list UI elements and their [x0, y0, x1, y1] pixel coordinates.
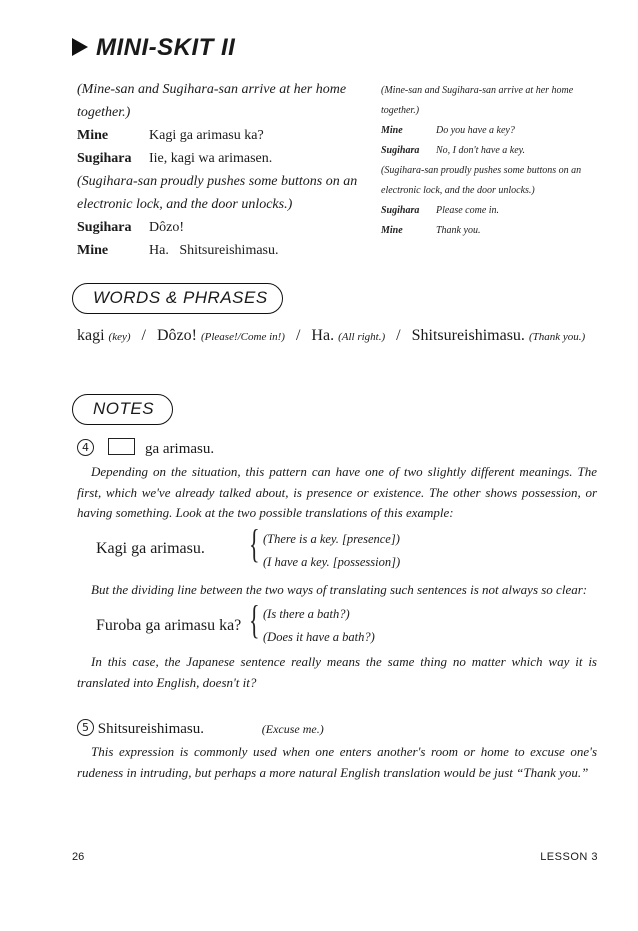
speaker-name: Mine: [381, 225, 403, 236]
dialogue-line: [77, 216, 377, 239]
dialogue-line: [381, 121, 613, 141]
note-4-paragraph-3: In this case, the Japanese sentence really means the same thing no matter which way it is translated into English, doesn't it?: [77, 654, 597, 690]
stage-direction: (Mine-san and Sugihara-san arrive at her home: [77, 82, 347, 97]
triangle-bullet-icon: [72, 38, 88, 56]
example-1-translation-2: (I have a key. [possession]): [263, 555, 401, 569]
dialogue-line: [381, 201, 613, 221]
example-2-translation-2: (Does it have a bath?): [263, 630, 375, 644]
note-phrase: Shitsureishimasu.: [97, 721, 205, 737]
dialogue-english: [381, 81, 613, 241]
line-text: Iie, kagi wa arimasen.: [149, 151, 273, 166]
speaker-name: Mine: [77, 128, 109, 143]
line-text: No, I don't have a key.: [436, 145, 526, 156]
dialogue-line: [77, 239, 377, 262]
speaker-name: Sugihara: [381, 205, 420, 216]
circled-number-5: 5: [77, 719, 94, 736]
notes-heading: NOTES: [72, 394, 173, 425]
vocab-gloss: (key): [108, 331, 131, 343]
vocab-gloss: (Please!/Come in!): [200, 331, 285, 343]
note-5-title: [77, 719, 324, 738]
example-1-japanese: Kagi ga arimasu.: [96, 540, 205, 557]
section-title-mini-skit: MINI-SKIT II: [72, 34, 235, 62]
line-text: Ha. Shitsureishimasu.: [149, 243, 279, 258]
stage-direction: (Mine-san and Sugihara-san arrive at her home: [381, 85, 574, 96]
circled-number-4: 4: [77, 439, 94, 456]
separator: /: [141, 327, 146, 344]
brace-icon: {: [249, 521, 260, 566]
stage-direction: together.): [381, 105, 420, 116]
brace-icon: {: [249, 597, 260, 642]
blank-box-icon: [108, 438, 135, 455]
note-pattern: ga arimasu.: [145, 441, 215, 457]
example-2-japanese: Furoba ga arimasu ka?: [96, 617, 242, 634]
vocab-term: Dôzo!: [156, 327, 197, 344]
example-2-translation-1: (Is there a bath?): [263, 607, 350, 621]
page-number: 26: [72, 851, 85, 863]
line-text: Kagi ga arimasu ka?: [149, 128, 264, 143]
line-text: Dôzo!: [149, 220, 184, 235]
line-text: Do you have a key?: [436, 125, 515, 136]
speaker-name: Sugihara: [381, 145, 420, 156]
vocab-gloss: (Thank you.): [528, 331, 586, 343]
vocab-term: kagi: [77, 327, 105, 344]
note-5-paragraph: This expression is commonly used when one enters another's room or home to excuse one's rudeness in intruding, but perhaps a more natural English translation would be just “Thank you.”: [77, 744, 597, 780]
speaker-name: Sugihara: [77, 151, 132, 166]
vocab-term: Ha.: [311, 327, 335, 344]
vocab-gloss: (All right.): [338, 331, 386, 343]
stage-direction: together.): [77, 105, 131, 120]
vocab-term: Shitsureishimasu.: [411, 327, 525, 344]
speaker-name: Sugihara: [77, 220, 132, 235]
note-4-paragraph-1: Depending on the situation, this pattern can have one of two slightly different meanings. The first, which we've already talked about, is presence or existence. The other shows possession, or having something. Look at the two possible translations of this example:: [77, 464, 597, 520]
vocabulary-line: [77, 327, 585, 345]
note-gloss: (Excuse me.): [261, 722, 324, 736]
dialogue-line: [77, 147, 377, 170]
speaker-name: Mine: [77, 243, 109, 258]
note-4-title: [77, 438, 214, 458]
dialogue-line: [381, 141, 613, 161]
dialogue-line: [77, 124, 377, 147]
stage-direction: electronic lock, and the door unlocks.): [77, 197, 293, 212]
note-4-paragraph-2: But the dividing line between the two ways of translating such sentences is not always so clear:: [91, 582, 588, 597]
stage-direction: (Sugihara-san proudly pushes some buttons on an: [77, 174, 358, 189]
line-text: Thank you.: [436, 225, 481, 236]
dialogue-japanese: [77, 78, 377, 262]
separator: /: [295, 327, 301, 344]
speaker-name: Mine: [381, 125, 403, 136]
dialogue-line: [381, 221, 613, 241]
stage-direction: electronic lock, and the door unlocks.): [381, 185, 535, 196]
line-text: Please come in.: [436, 205, 500, 216]
stage-direction: (Sugihara-san proudly pushes some buttons on an: [381, 165, 582, 176]
lesson-label: LESSON 3: [540, 851, 598, 863]
separator: /: [396, 327, 401, 344]
example-1-translation-1: (There is a key. [presence]): [263, 532, 400, 546]
words-phrases-heading: WORDS & PHRASES: [72, 283, 283, 314]
